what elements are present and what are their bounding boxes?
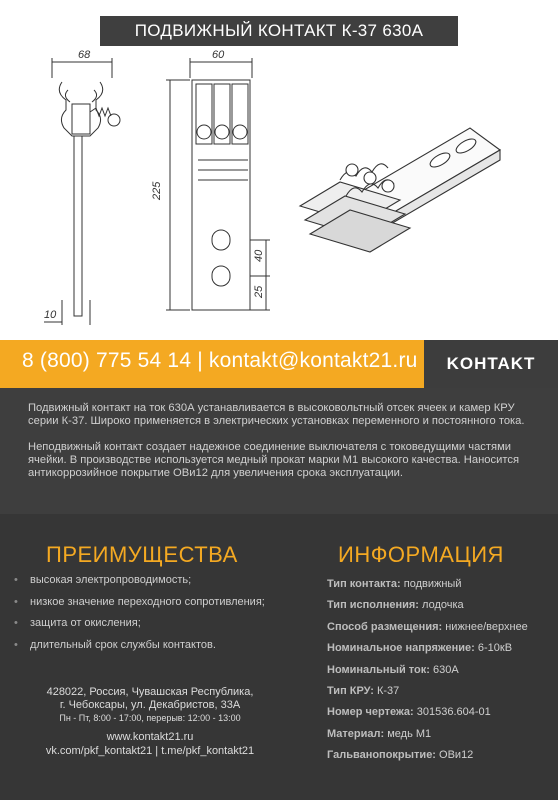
info-row: Тип исполнения: лодочка [327, 599, 464, 612]
bullet-icon: • [14, 595, 18, 608]
technical-drawing [0, 0, 558, 340]
description-paragraph-1: Подвижный контакт на ток 630А устанавливается в высоковольтный отсек ячеек и камер КРУ серии К-37. Широко применяется в электрических установках переменного и постоянного тока. [28, 402, 525, 427]
advantages-list [14, 574, 304, 660]
info-row: Тип КРУ: К-37 [327, 684, 400, 697]
address-line-2: г. Чебоксары, ул. Декабристов, 33А [59, 699, 241, 711]
list-item: • защита от окисления; [14, 617, 141, 629]
working-hours: Пн - Пт, 8:00 - 17:00, перерыв: 12:00 - 13:00 [59, 713, 241, 723]
info-row: Способ размещения: нижнее/верхнее [327, 620, 528, 633]
info-row: Гальванопокрытие: ОВи12 [327, 749, 474, 762]
info-heading: ИНФОРМАЦИЯ [338, 542, 504, 567]
links-block [0, 730, 300, 758]
social-links[interactable]: vk.com/pkf_kontakt21 | t.me/pkf_kontakt21 [45, 745, 255, 757]
bullet-icon: • [14, 617, 18, 629]
advantages-heading: ПРЕИМУЩЕСТВА [46, 542, 238, 567]
info-row: Тип контакта: подвижный [327, 578, 462, 590]
description [0, 388, 558, 514]
contact-band [0, 340, 558, 388]
drawing-svg [0, 0, 558, 340]
address-line-1: 428022, Россия, Чувашская Республика, [46, 686, 254, 698]
front-view [166, 58, 270, 310]
phone-email[interactable]: 8 (800) 775 54 14 | kontakt@kontakt21.ru [22, 349, 418, 372]
dim-slot-spacing: 40 [253, 249, 265, 262]
info-row: Номер чертежа: 301536.604-01 [327, 706, 491, 719]
dim-thickness: 10 [44, 309, 57, 321]
dim-bottom-offset: 25 [253, 285, 265, 298]
dim-side-width: 68 [78, 49, 91, 61]
list-item: • низкое значение переходного сопротивления; [14, 595, 265, 608]
info-row: Номинальное напряжение: 6-10кВ [327, 642, 513, 655]
bullet-icon: • [14, 574, 18, 586]
side-view [44, 58, 120, 325]
address-block [0, 686, 300, 725]
description-paragraph-2: Неподвижный контакт создает надежное соединение выключателя с токоведущими частями ячейки. В производстве используется медный прокат марки М1 высокого качества. Наносится антикоррозийное покрытие ОВи12 для увеличения срока эксплуатации. [28, 441, 519, 479]
logo-text: KOHTAKT [446, 354, 536, 373]
dim-front-width: 60 [212, 49, 225, 61]
company-logo [424, 340, 558, 388]
info-list [327, 578, 557, 771]
info-row: Материал: медь М1 [327, 727, 432, 740]
dim-height: 225 [151, 181, 163, 200]
info-row: Номинальный ток: 630А [327, 663, 459, 676]
list-item: • длительный срок службы контактов. [14, 638, 216, 651]
website-link[interactable]: www.kontakt21.ru [106, 731, 194, 743]
list-item: • высокая электропроводимость; [14, 574, 192, 586]
bullet-icon: • [14, 638, 18, 651]
isometric-view [300, 128, 500, 252]
page-title: ПОДВИЖНЫЙ КОНТАКТ К-37 630А [100, 16, 458, 46]
lower-section [0, 514, 558, 800]
